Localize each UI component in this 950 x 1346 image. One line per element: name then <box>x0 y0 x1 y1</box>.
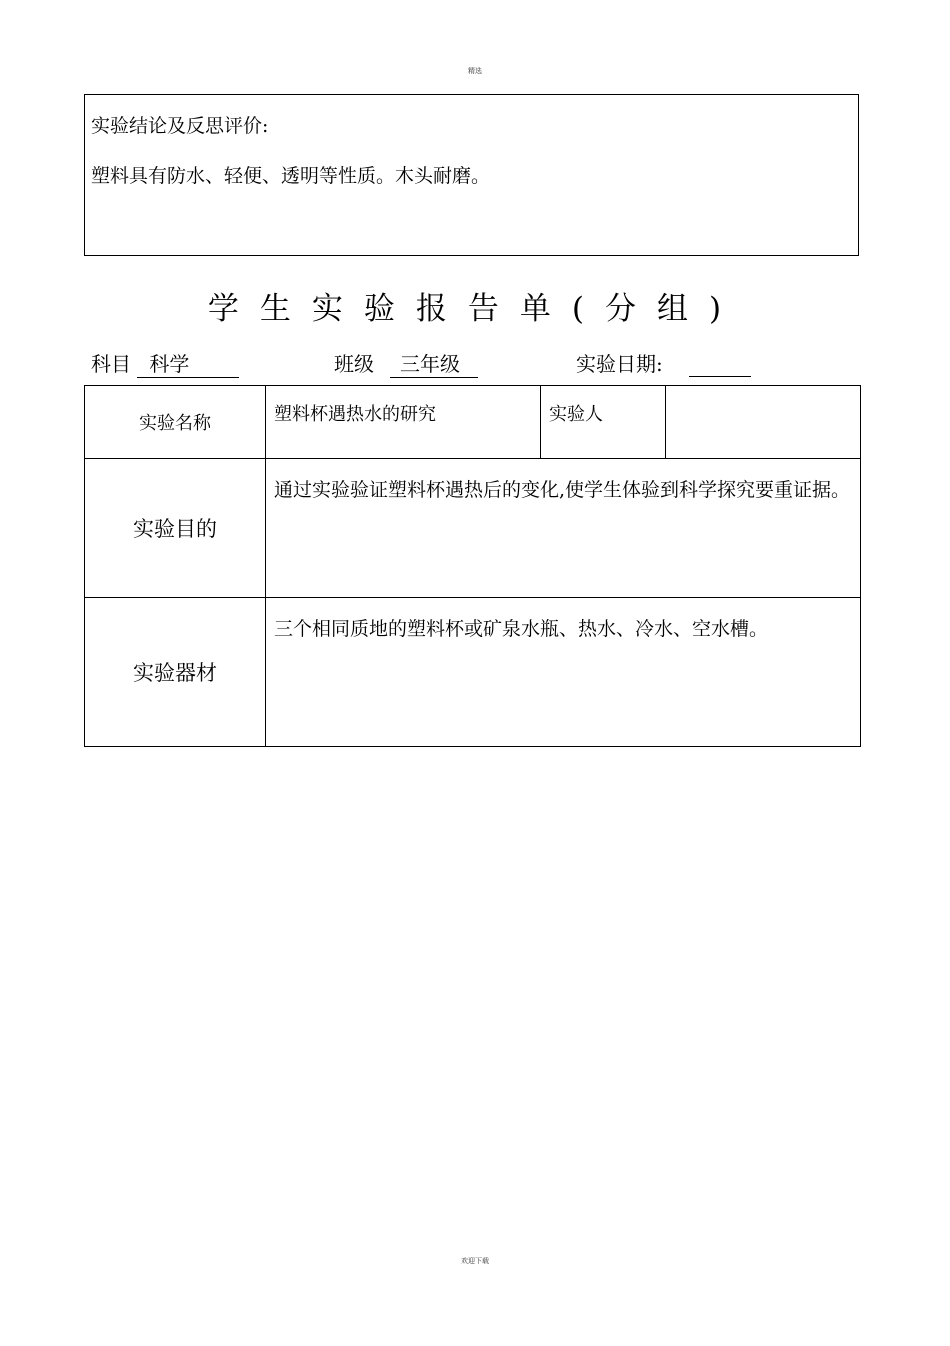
table-row <box>85 459 861 598</box>
date-value <box>689 352 751 377</box>
subject-field <box>91 348 239 378</box>
person-label-cell: 实验人 <box>541 386 666 459</box>
date-field <box>576 348 751 377</box>
page-header-tag: 精选 <box>468 67 482 75</box>
table-row <box>85 386 861 459</box>
report-table <box>84 385 861 747</box>
class-label: 班级 <box>334 352 374 376</box>
class-value: 三年级 <box>390 348 478 378</box>
page-footer-tag: 欢迎下载 <box>461 1257 489 1265</box>
equipment-label-cell: 实验器材 <box>85 598 266 747</box>
subject-label: 科目 <box>91 352 131 376</box>
equipment-value-cell: 三个相同质地的塑料杯或矿泉水瓶、热水、冷水、空水槽。 <box>266 598 861 747</box>
class-field <box>334 348 478 378</box>
conclusion-body: 塑料具有防水、轻便、透明等性质。木头耐磨。 <box>91 165 491 187</box>
report-title: 学生实验报告单(分组) <box>207 291 743 327</box>
conclusion-box <box>84 94 859 256</box>
purpose-value-cell: 通过实验验证塑料杯遇热后的变化,使学生体验到科学探究要重证据。 <box>266 459 861 598</box>
subject-value: 科学 <box>137 348 239 378</box>
name-label-cell: 实验名称 <box>85 386 266 459</box>
purpose-label-cell: 实验目的 <box>85 459 266 598</box>
name-value-cell: 塑料杯遇热水的研究 <box>266 386 541 459</box>
person-value-cell <box>666 386 861 459</box>
conclusion-title: 实验结论及反思评价: <box>91 115 269 137</box>
table-row <box>85 598 861 747</box>
date-label: 实验日期: <box>576 352 663 376</box>
